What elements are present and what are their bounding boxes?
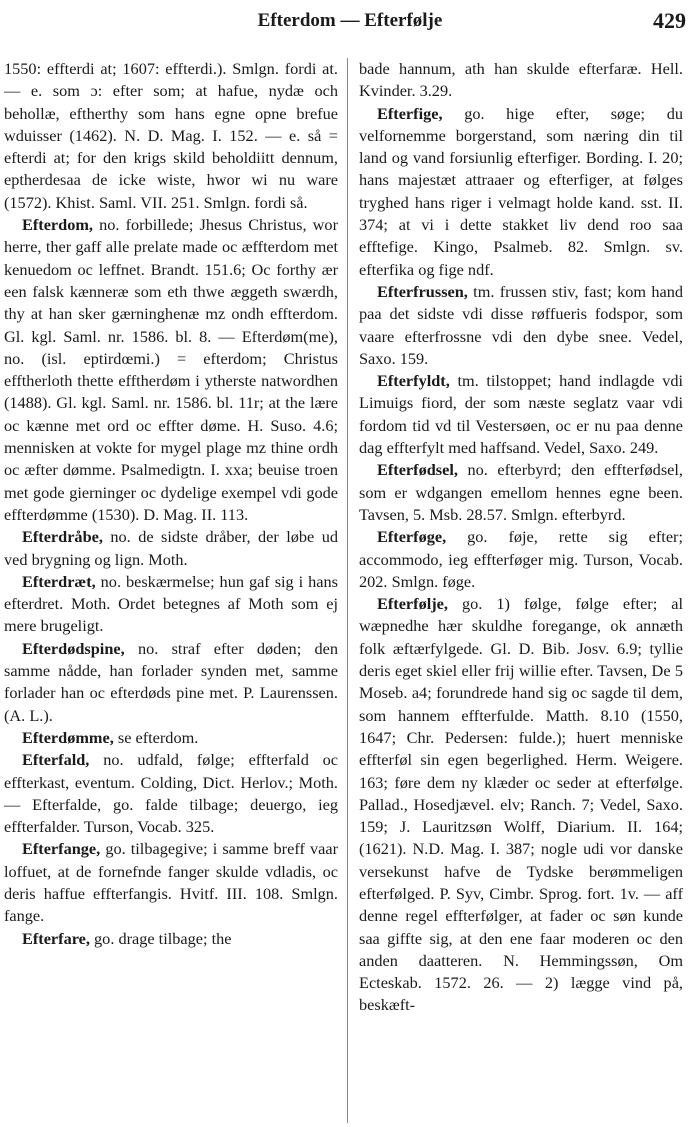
entry-headword: Efterfange, [22, 839, 101, 859]
entry-headword: Efterfald, [22, 750, 90, 770]
page-header [0, 0, 700, 40]
entry-headword: Efterfige, [377, 103, 443, 123]
entry [359, 526, 683, 593]
entry [359, 459, 683, 526]
entry-headword: Efterfrussen, [377, 281, 468, 301]
entry-text: tm. tilstoppet; hand indlagde vdi Limuigs fiord, der som næste seglatz vaar vdi fordom tid vd til Vestersøen, oc er nu paa denne dag effterfylt med haffsand. Vedel, Saxo. 249. [359, 371, 683, 458]
entry-text: no. de sidste dråber, der løbe ud ved brygning og lign. Moth. [4, 527, 338, 569]
right-column [359, 58, 683, 1123]
entry [359, 58, 683, 103]
entry-text: no. efterbyrd; den effterfødsel, som er wdgangen emellom hennes egne been. Tavsen, 5. Msb. 28.57. Smlgn. efterbyrd. [359, 460, 683, 524]
entry-headword: Efterdødspine, [22, 638, 125, 658]
entry-headword: Efterdråbe, [22, 527, 103, 547]
entry [4, 928, 338, 950]
entry [4, 526, 338, 571]
entry [4, 58, 338, 214]
entry-text: no. beskærmelse; hun gaf sig i hans efterdret. Moth. Ordet betegnes af Moth som ej mere brugeligt. [4, 571, 338, 636]
entry-headword: Efterfyldt, [377, 371, 450, 391]
page-number: 429 [653, 8, 686, 33]
entry-text: se efterdom. [117, 727, 199, 747]
entry-text: go. drage tilbage; the [94, 928, 232, 948]
entry [4, 214, 338, 526]
entry-text: no. udfald, følge; effterfald oc effterkast, eventum. Colding, Dict. Herlov.; Moth. — Efterfalde, go. falde tilbage; deuergo, ieg effterfalder. Turson, Vocab. 325. [4, 750, 338, 837]
entry-headword: Efterdræt, [22, 571, 96, 591]
entry [4, 749, 338, 838]
entry [4, 838, 338, 927]
entry [359, 593, 683, 1017]
left-column [4, 58, 338, 1123]
entry-headword: Efterdømme, [22, 727, 114, 747]
entry-headword: Efterfødsel, [377, 460, 458, 480]
entry-text: go. 1) følge, følge efter; al wæpnedhe hær skuldhe foregange, ok annæth folk æftærfylgede. Gl. D. Bib. Josv. 6.9; tyllie deris eget skiel eller frij willie efter. Tavsen, De 5 Moseb. a4; forundrede hand sig oc sagde til dem, som hannem effterfulde. Matth. 8.10 (1550, 1647; Chr. Pedersen: fulde.); huert menniske effterføl sin egen begerlighed. Herm. Weigere. 163; føre dem ny klæder oc seder at efterfølge. Pallad., Hosedjævel. elv; Ranch. 7; Vedel, Saxo. 159; J. Lauritzsøn Wolff, Diarium. II. 164; (1621). N.D. Mag. I. 387; nogle udi vor danske versekunst hafve de Tydske berømmeligen efterfølged. P. Syv, Cimbr. Sprog. fort. 1v. — aff denne regel effterfølger, at fader oc søn kunde saa giffte sig, at den ene faar moderen oc den anden daatteren. N. Hemmingssøn, Om Ecteskab. 1572. 26. — 2) lægge vind på, beskæft- [359, 594, 683, 1015]
entry [359, 281, 683, 370]
entry-text: bade hannum, ath han skulde efterfaræ. Hell. Kvinder. 3.29. [359, 59, 683, 101]
entry-headword: Efterdom, [22, 215, 93, 235]
entry [359, 370, 683, 459]
entry [4, 638, 338, 727]
entry-headword: Efterfare, [22, 928, 90, 948]
running-head: Efterdom — Efterfølje [257, 10, 443, 31]
entry [4, 571, 338, 638]
column-divider [347, 58, 348, 1123]
entry-headword: Efterfølje, [377, 594, 448, 614]
entry-text: no. forbillede; Jhesus Christus, wor herre, ther gaff alle prelate made oc æffterdom met kenuedom oc leffnet. Brandt. 151.6; Oc forthy ær een falsk kænneræ som eth thwe æggeth swærdh, thy at han sker gærninghenæ mz ondh effterdom. Gl. kgl. Saml. nr. 1586. bl. 8. — Efterdøm(me), no. (isl. eptirdœmi.) = efterdom; Christus efftherloth thette efftherdøm i ytherste natwordhen (1488). Gl. kgl. Saml. nr. 1586. bl. 11r; at the lære oc kænne met ord oc effter døme. H. Suso. 4.6; mennisken at vokte for mygel plage mz thine ordh oc æfter dømme. Psalmedigtn. I. xxa; beuise troen met gode gierninger oc dydelige exempel vdi gode effterdømme (1530). D. Mag. II. 113. [4, 215, 338, 524]
entry [359, 103, 683, 281]
entry-text: no. straf efter døden; den samme nådde, han forlader synden met, samme forlader han oc efterdøds pine met. P. Laurenssen. (A. L.). [4, 638, 338, 725]
entry-text: go. tilbagegive; i samme breff vaar loffuet, at de fornefnde fanger skulde vdladis, oc deris haffue effterfangis. Hvitf. III. 108. Smlgn. fange. [4, 839, 338, 926]
entry-text: 1550: effterdi at; 1607: effterdi.). Smlgn. fordi at. — e. som ɔ: efter som; at hafue, nydæ och behollæ, eftherthy som hans egne opne brefue wduisser (1462). N. D. Mag. I. 152. — e. så = efterdi at; for den krigs skild beholdiitt dennum, eptherdesaa de icke wiste, hwor wi nu ware (1572). Khist. Saml. VII. 251. Smlgn. fordi så. [4, 59, 338, 212]
entry-text: tm. frussen stiv, fast; kom hand paa det sidste vdi disse røffueris fodspor, som vaare efterfrossne vdi den dybe snee. Vedel, Saxo. 159. [359, 281, 683, 368]
entry [4, 727, 338, 749]
entry-text: go. hige efter, søge; du velfornemme borgerstand, som næring din til land og vand forsiunlig efterfiger. Bording. I. 20; hans majestæt attraaer og efterfiger, at følges tryghed hans riger i velmagt holde kand. sst. II. 374; at vi i dette stakket liv dend roo saa efftefige. Kingo, Psalmeb. 82. Smlgn. sv. efterfika og fige ndf. [359, 103, 683, 279]
entry-text: go. føje, rette sig efter; accommodo, ieg effterføger mig. Turson, Vocab. 202. Smlgn. føge. [359, 527, 683, 591]
entry-headword: Efterføge, [377, 527, 447, 547]
